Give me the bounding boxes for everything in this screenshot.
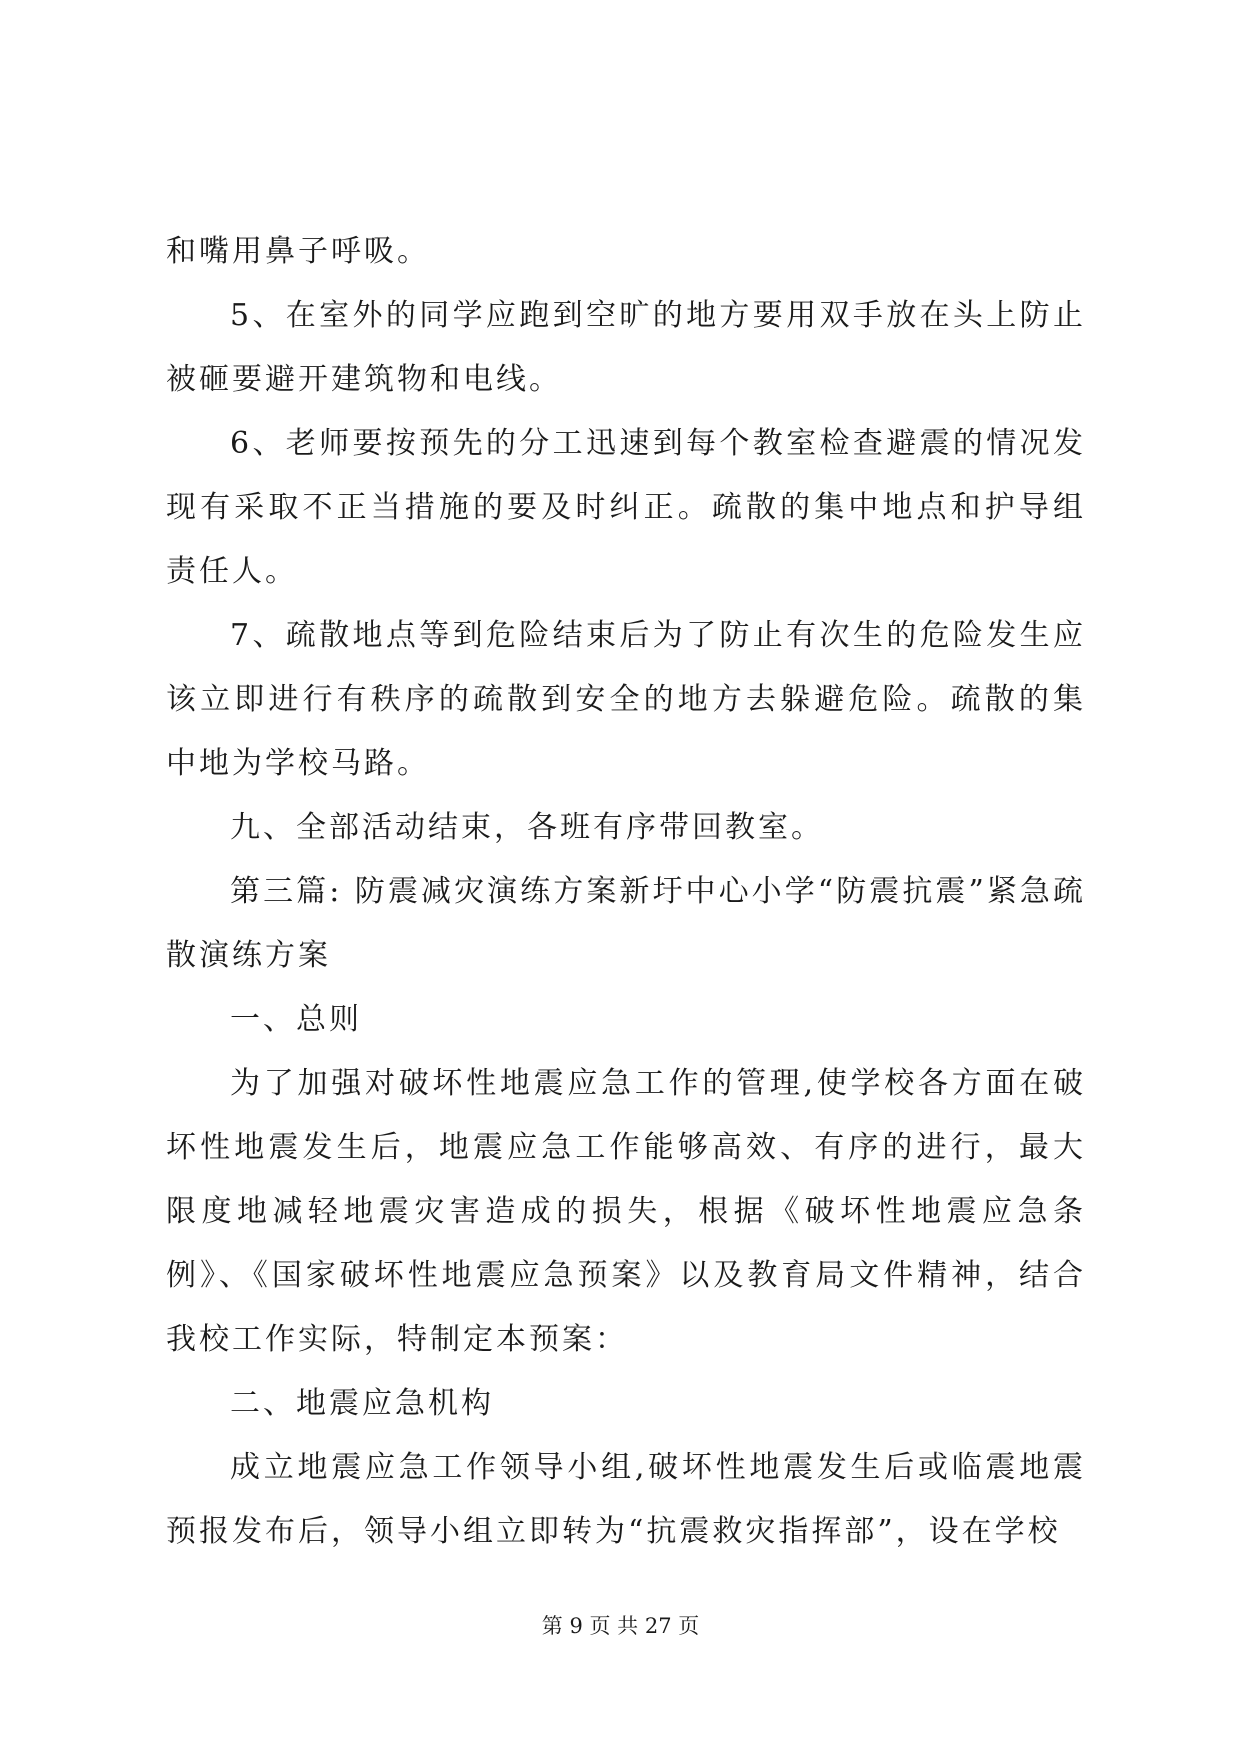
paragraph-continuation: 和嘴用鼻子呼吸。 — [166, 234, 430, 269]
paragraph-item-5: 5、在室外的同学应跑到空旷的地方要用双手放在头上防止被砸要避开建筑物和电线。 — [166, 298, 1086, 397]
paragraph-item-7: 7、疏散地点等到危险结束后为了防止有次生的危险发生应该立即进行有秩序的疏散到安全的地方去躲避危险。疏散的集中地为学校马路。 — [166, 618, 1086, 781]
paragraph-emergency-organization: 成立地震应急工作领导小组,破坏性地震发生后或临震地震预报发布后，领导小组立即转为“抗震救灾指挥部”，设在学校 — [166, 1450, 1086, 1549]
paragraph-chapter-3-title: 第三篇: 防震减灾演练方案新圩中心小学“防震抗震”紧急疏散演练方案 — [166, 874, 1086, 973]
heading-general-rules: 一、总则 — [230, 1002, 362, 1037]
paragraph-section-9: 九、全部活动结束，各班有序带回教室。 — [230, 810, 824, 845]
page-footer: 第 9 页 共 27 页 — [541, 1614, 700, 1638]
heading-emergency-organization: 二、地震应急机构 — [230, 1386, 494, 1421]
paragraph-general-rules: 为了加强对破坏性地震应急工作的管理,使学校各方面在破坏性地震发生后，地震应急工作能够高效、有序的进行，最大限度地减轻地震灾害造成的损失，根据《破坏性地震应急条例》、《国家破坏性地震应急预案》以及教育局文件精神，结合我校工作实际，特制定本预案： — [166, 1066, 1086, 1357]
body-text — [166, 220, 1086, 1564]
paragraph-item-6: 6、老师要按预先的分工迅速到每个教室检查避震的情况发现有采取不正当措施的要及时纠正。疏散的集中地点和护导组责任人。 — [166, 426, 1086, 589]
